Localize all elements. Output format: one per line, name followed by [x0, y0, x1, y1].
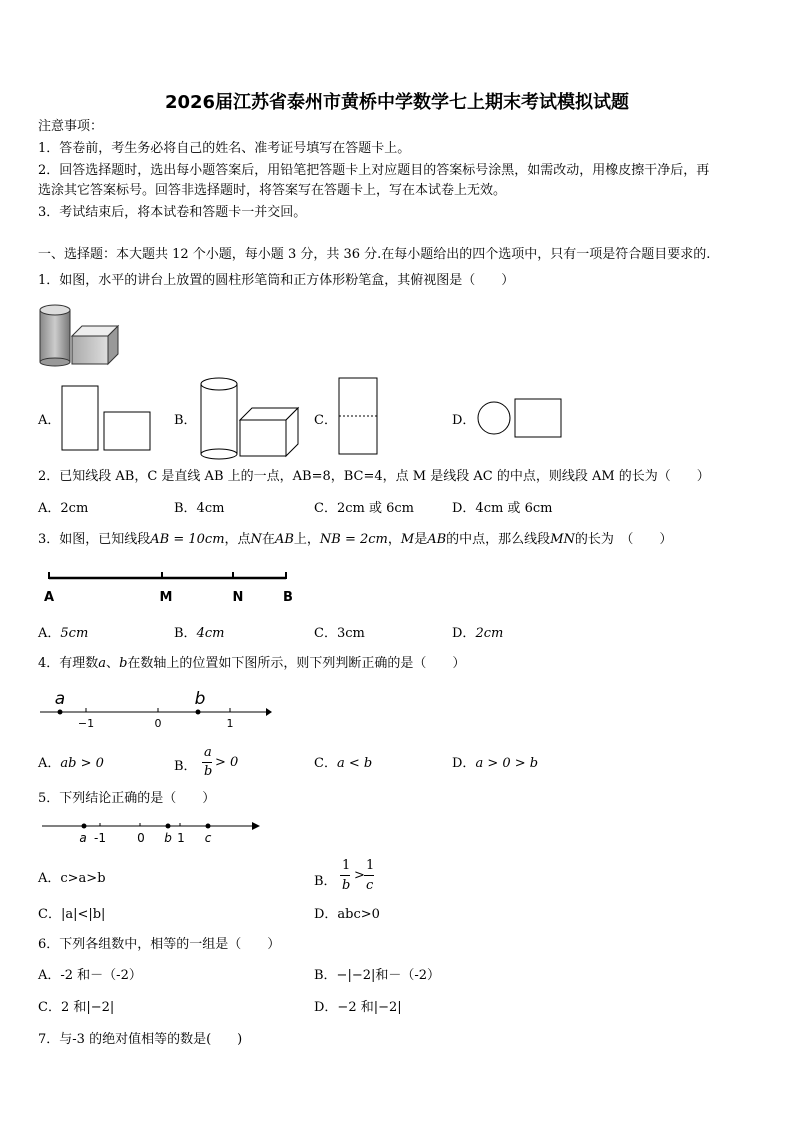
q4-option-c: C．a < b: [314, 756, 373, 771]
q6-option-a: A．-2 和－（-2）: [38, 968, 142, 983]
q1-option-c-label: C．: [314, 413, 337, 428]
label-m: M: [159, 590, 173, 605]
note-2a: 2．回答选择题时，选出每小题答案后，用铅笔把答题卡上对应题目的答案标号涂黑，如需改动，用橡皮擦干净后，再: [38, 163, 710, 178]
q5-stem: 5．下列结论正确的是（ ）: [38, 791, 216, 806]
q5-number-line: [40, 814, 264, 848]
q1-option-a-figure: [60, 384, 155, 454]
label-b: B: [283, 590, 293, 605]
q1-option-c-figure: [337, 376, 381, 458]
label-1: 1: [177, 831, 185, 845]
q4-stem: 4．有理数a、b在数轴上的位置如下图所示，则下列判断正确的是（ ）: [38, 656, 466, 671]
q6-option-d: D．−2 和|−2|: [314, 1000, 402, 1015]
q2-option-c: C．2cm 或 6cm: [314, 501, 414, 516]
label-c: c: [204, 831, 212, 845]
point-a-label: a: [54, 689, 66, 709]
q1-option-d-figure: [475, 396, 565, 440]
q3-option-d: D．2cm: [452, 626, 504, 641]
point-b-label: b: [194, 689, 206, 709]
cube-shape: [72, 326, 118, 364]
q5-option-a: A．c>a>b: [38, 871, 106, 886]
page-title: 2026届江苏省泰州市黄桥中学数学七上期末考试模拟试题: [164, 92, 630, 113]
q2-option-d: D．4cm 或 6cm: [452, 501, 553, 516]
note-1: 1．答卷前，考生务必将自己的姓名、准考证号填写在答题卡上。: [38, 141, 411, 156]
q4-option-a: A．ab > 0: [38, 756, 104, 771]
q3-option-a: A．5cm: [38, 626, 89, 641]
note-3: 3．考试结束后，将本试卷和答题卡一并交回。: [38, 205, 307, 220]
q3-option-b: B．4cm: [174, 626, 225, 641]
q6-option-b: B．−|−2|和－（-2）: [314, 968, 441, 983]
cylinder-shape: [40, 305, 70, 366]
q2-option-b: B．4cm: [174, 501, 225, 516]
q1-option-b-label: B．: [174, 413, 197, 428]
section-heading: 一、选择题：本大题共 12 个小题，每小题 3 分，共 36 分.在每小题给出的四个选项中，只有一项是符合题目要求的.: [38, 247, 711, 262]
label-n: N: [232, 590, 244, 605]
label-a: A: [43, 590, 55, 605]
q3-option-c: C．3cm: [314, 626, 365, 641]
q2-stem: 2．已知线段 AB，C 是直线 AB 上的一点，AB=8，BC=4，点 M 是线段 AC 的中点，则线段 AM 的长为（ ）: [38, 469, 710, 484]
q6-option-c: C．2 和|−2|: [38, 1000, 115, 1015]
label-neg1: -1: [94, 831, 106, 845]
label-0: 0: [137, 831, 145, 845]
tick-0: 0: [154, 717, 162, 730]
q1-figure: [36, 300, 126, 370]
q5-option-c: C．|a|<|b|: [38, 907, 106, 922]
label-a: a: [79, 831, 87, 845]
q4-number-line: [38, 686, 274, 730]
q1-option-a-label: A．: [38, 413, 61, 428]
note-2b: 选涂其它答案标号。回答非选择题时，将答案写在答题卡上，写在本试卷上无效。: [38, 183, 507, 198]
q2-option-a: A．2cm: [38, 501, 89, 516]
tick-neg1: −1: [77, 717, 95, 730]
q4-option-d: D．a > 0 > b: [452, 756, 539, 771]
q3-stem: 3．如图，已知线段AB = 10cm，点N在AB上，NB = 2cm，M是AB的中点，那么线段MN的长为 （ ）: [38, 532, 673, 547]
label-b: b: [164, 831, 172, 845]
q1-stem: 1．如图，水平的讲台上放置的圆柱形笔筒和正方体形粉笔盒，其俯视图是（ ）: [38, 273, 515, 288]
q1-option-b-figure: [198, 376, 302, 460]
tick-1: 1: [226, 717, 234, 730]
q3-segment-figure: [40, 566, 300, 608]
q7-stem: 7．与-3 的绝对值相等的数是( ): [38, 1032, 243, 1047]
q1-option-d-label: D．: [452, 413, 476, 428]
q5-option-d: D．abc>0: [314, 907, 380, 922]
notes-heading: 注意事项：: [38, 119, 104, 134]
q6-stem: 6．下列各组数中，相等的一组是（ ）: [38, 937, 281, 952]
